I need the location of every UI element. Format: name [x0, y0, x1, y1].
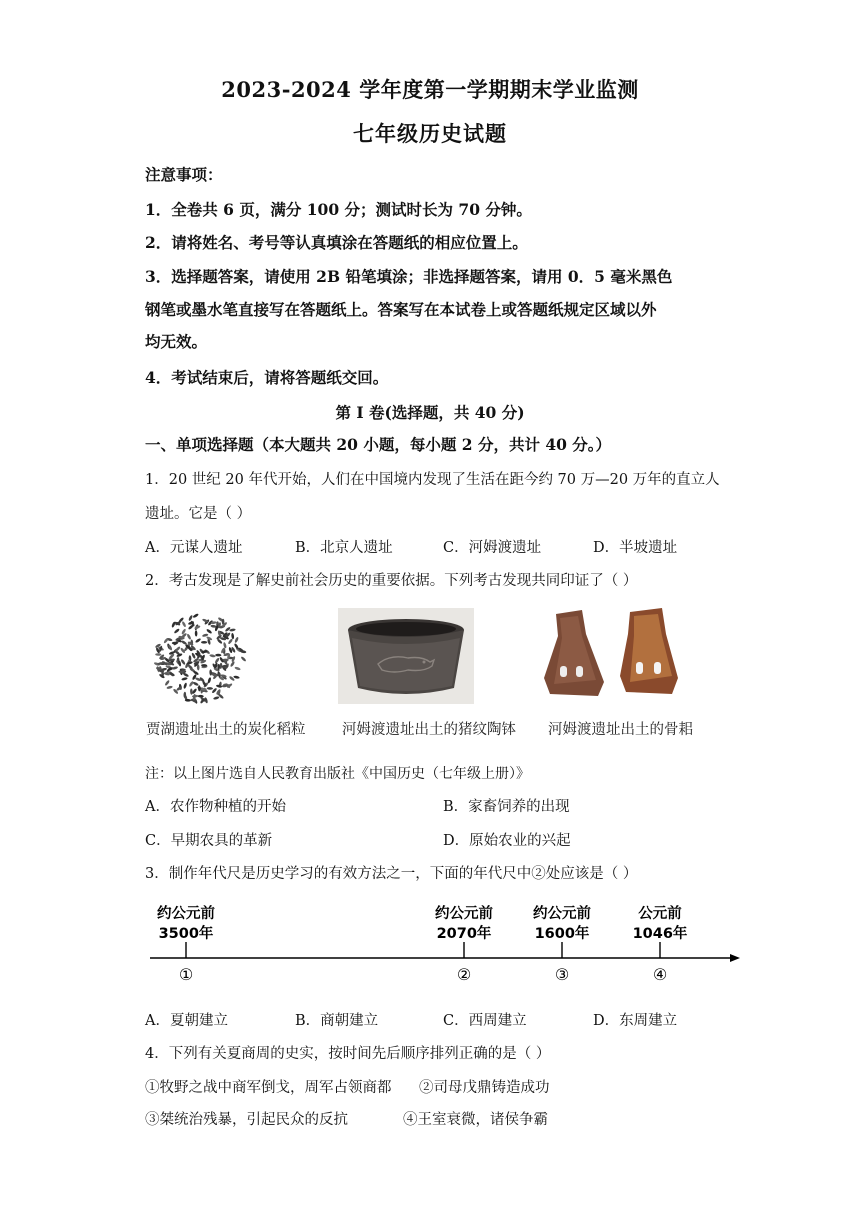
- rice-grain: [172, 666, 179, 670]
- rice-grain: [195, 630, 198, 636]
- question-2-options-row-1: [145, 795, 745, 815]
- rice-grain: [188, 681, 194, 688]
- rice-grain: [163, 637, 169, 643]
- bone-spade-image: [538, 604, 688, 704]
- figure-3-caption: 河姆渡遗址出土的骨耜: [548, 722, 693, 738]
- rice-grain: [180, 659, 186, 666]
- option-b: B．家畜饲养的出现: [443, 799, 570, 815]
- rice-grain: [201, 641, 207, 644]
- note-item: 2．请将姓名、考号等认真填涂在答题纸的相应位置上。: [145, 233, 528, 252]
- figure-2-caption: 河姆渡遗址出土的猪纹陶钵: [342, 722, 516, 738]
- rice-grain: [217, 664, 220, 670]
- option-a: A．夏朝建立: [145, 1013, 228, 1029]
- rice-grain: [181, 640, 188, 645]
- timeline-label-top: 公元前: [638, 906, 682, 922]
- note-item: 1．全卷共 6 页，满分 100 分；测试时长为 70 分钟。: [145, 200, 532, 219]
- option-c: C．河姆渡遗址: [443, 540, 542, 556]
- option-a: A．元谋人遗址: [145, 540, 243, 556]
- statement-2: ②司母戊鼎铸造成功: [419, 1080, 550, 1096]
- option-c: C．西周建立: [443, 1013, 527, 1029]
- timeline-label-bottom: 1046年: [632, 926, 688, 942]
- timeline-point-4: [633, 904, 688, 984]
- note-item: 钢笔或墨水笔直接写在答题纸上。答案写在本试卷上或答题纸规定区域以外: [145, 300, 657, 319]
- statement-1: ①牧野之战中商军倒戈，周军占领商都: [145, 1080, 392, 1096]
- rice-grain: [174, 628, 180, 634]
- question-1-stem-cont: 遗址。它是（ ）: [145, 506, 252, 522]
- rice-grain: [234, 666, 241, 671]
- question-4-stem: 4．下列有关夏商周的史实，按时间先后顺序排列正确的是（ ）: [145, 1046, 551, 1062]
- rice-grain: [175, 646, 181, 652]
- timeline-arrow-icon: [730, 954, 740, 962]
- timeline-mark: ②: [456, 965, 472, 984]
- rice-grain: [229, 628, 236, 632]
- rice-grain: [181, 621, 186, 628]
- timeline-point-3: [533, 904, 591, 984]
- exam-title: 2023-2024 学年度第一学期期末学业监测: [221, 77, 639, 102]
- carbonized-rice-grains-image: [150, 608, 250, 708]
- rice-grain: [213, 696, 220, 700]
- rice-grain: [181, 677, 188, 681]
- note-item: 3．选择题答案，请使用 2B 铅笔填涂；非选择题答案，请用 0．5 毫米黑色: [145, 267, 673, 286]
- rice-grain: [164, 680, 170, 687]
- option-c: C．早期农具的革新: [145, 833, 273, 849]
- timeline-label-top: 约公元前: [435, 906, 493, 922]
- option-d: D．东周建立: [593, 1013, 678, 1029]
- pig-pattern-pottery-bowl-image: [338, 608, 474, 704]
- option-a: A．农作物种植的开始: [145, 799, 286, 815]
- figure-note: 注：以上图片选自人民教育出版社《中国历史（七年级上册）》: [145, 766, 530, 782]
- timeline-label-bottom: 3500年: [158, 926, 214, 942]
- rice-grain: [192, 681, 199, 686]
- question-1-stem: 1．20 世纪 20 年代开始，人们在中国境内发现了生活在距今约 70 万—20 万年的直立人: [145, 472, 720, 488]
- rice-grain: [190, 688, 193, 694]
- rice-grain: [233, 675, 240, 679]
- timeline-label-top: 约公元前: [533, 906, 591, 922]
- rice-grain: [207, 687, 213, 690]
- rice-grain: [240, 656, 246, 662]
- option-d: D．半坡遗址: [593, 540, 678, 556]
- option-b: B．商朝建立: [295, 1013, 379, 1029]
- timeline-label-bottom: 1600年: [534, 926, 590, 942]
- rice-grain: [206, 628, 213, 634]
- figure-1-caption: 贾湖遗址出土的炭化稻粒: [146, 722, 306, 738]
- rice-grain: [179, 670, 185, 673]
- rice-grain: [225, 626, 231, 632]
- rice-grain: [188, 615, 193, 622]
- note-item: 4．考试结束后，请将答题纸交回。: [145, 368, 389, 387]
- timeline-mark: ①: [178, 965, 194, 984]
- statement-4: ④王室衰微，诸侯争霸: [403, 1112, 548, 1128]
- timeline-diagram: [140, 898, 750, 988]
- rice-grain: [166, 685, 173, 689]
- rice-grain: [215, 654, 221, 657]
- question-3-options: [145, 1009, 745, 1029]
- rice-grain: [198, 695, 204, 698]
- timeline-label-bottom: 2070年: [436, 926, 492, 942]
- rice-grain: [183, 682, 187, 689]
- rice-grain: [192, 613, 199, 618]
- question-2-stem: 2．考古发现是了解史前社会历史的重要依据。下列考古发现共同印证了（ ）: [145, 573, 638, 589]
- part-title: 一、单项选择题（本大题共 20 小题，每小题 2 分，共计 40 分。）: [145, 435, 612, 454]
- timeline-mark: ③: [554, 965, 570, 984]
- timeline-point-2: [435, 904, 493, 984]
- statement-3: ③桀统治残暴，引起民众的反抗: [145, 1112, 348, 1128]
- question-4-items-row-2: [145, 1108, 745, 1128]
- section-title: 第 I 卷(选择题，共 40 分): [335, 403, 525, 422]
- question-4-items-row-1: [145, 1076, 745, 1096]
- rice-grain: [223, 642, 227, 649]
- rice-grain: [155, 653, 161, 656]
- timeline-mark: ④: [652, 965, 668, 984]
- exam-subtitle: 七年级历史试题: [353, 121, 507, 146]
- rice-grain: [231, 633, 234, 639]
- timeline-label-top: 约公元前: [157, 906, 215, 922]
- option-b: B．北京人遗址: [295, 540, 393, 556]
- rice-grain: [188, 624, 194, 630]
- notes-heading: 注意事项：: [145, 165, 223, 184]
- rice-grain: [186, 633, 191, 640]
- option-d: D．原始农业的兴起: [443, 833, 571, 849]
- question-1-options: [145, 536, 745, 556]
- rice-grain: [209, 669, 212, 675]
- rice-grain: [195, 638, 202, 644]
- rice-grain: [209, 654, 216, 658]
- rice-grain: [234, 637, 239, 644]
- timeline-point-1: [157, 904, 215, 984]
- question-3-stem: 3．制作年代尺是历史学习的有效方法之一，下面的年代尺中②处应该是（ ）: [145, 866, 638, 882]
- note-item: 均无效。: [145, 332, 208, 351]
- question-2-options-row-2: [145, 829, 745, 849]
